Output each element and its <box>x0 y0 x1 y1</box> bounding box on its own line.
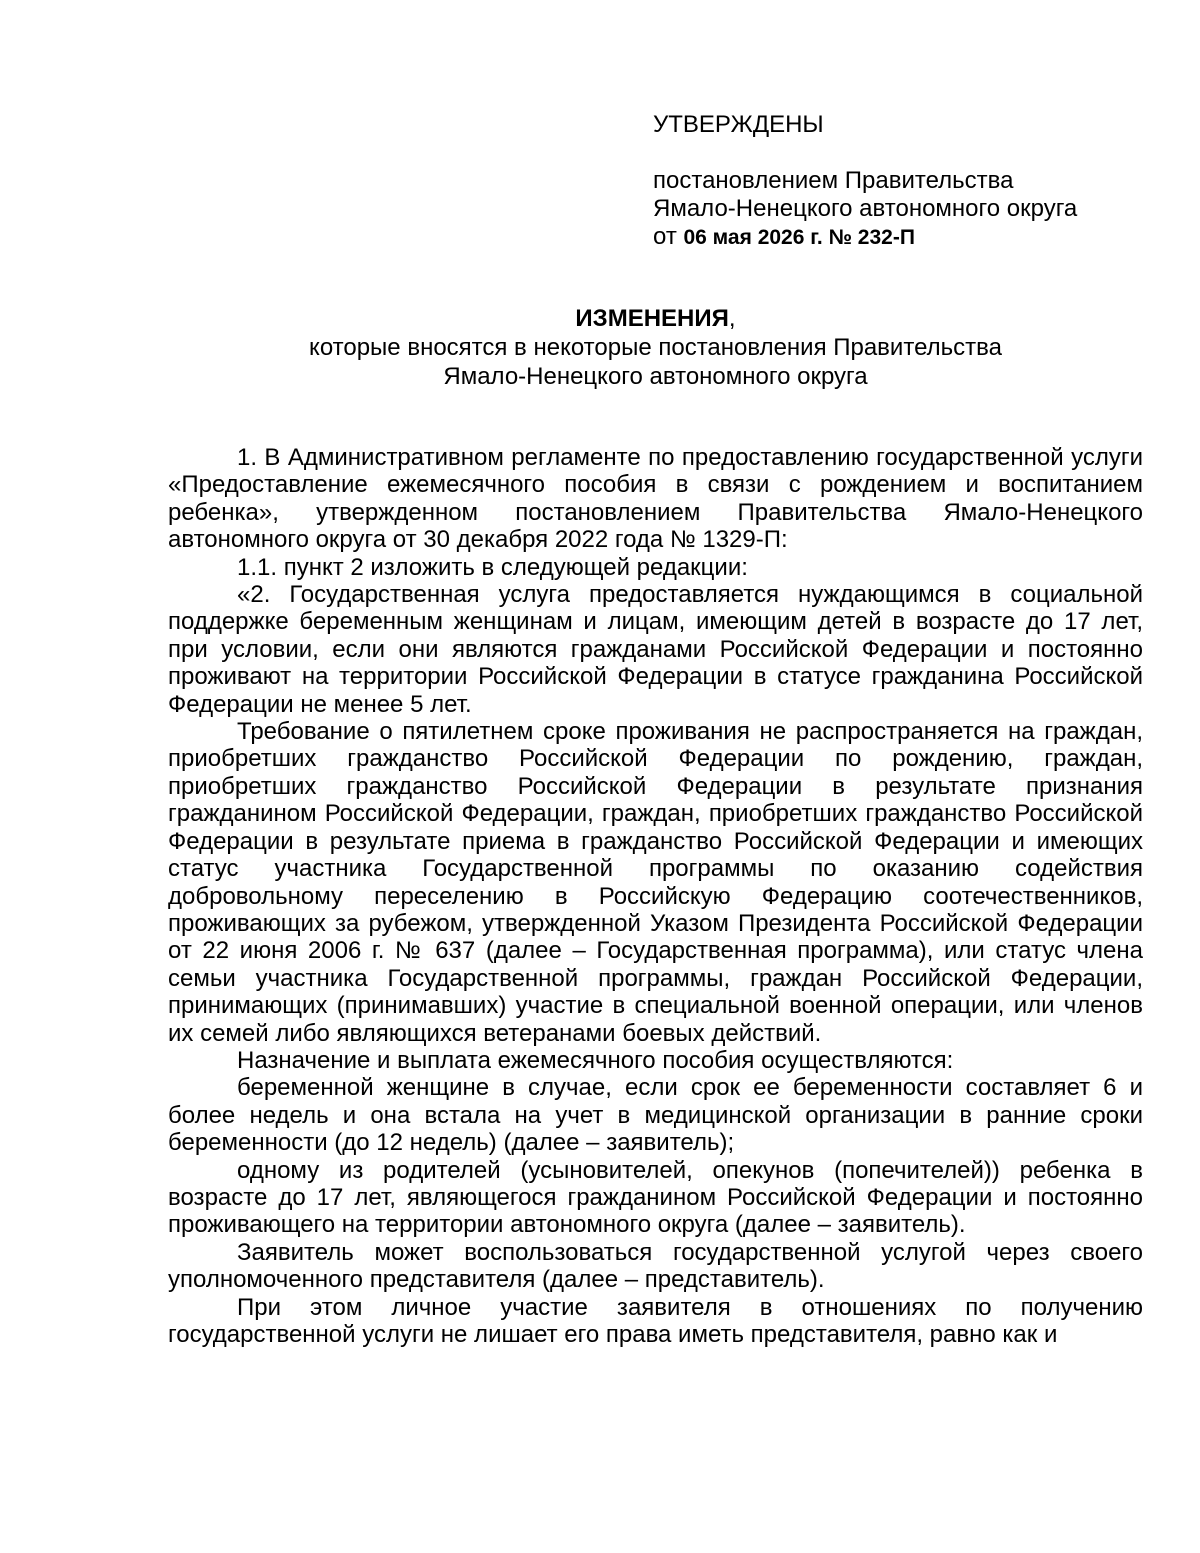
document-body <box>168 444 1143 1348</box>
approval-line-1: постановлением Правительства <box>653 167 1014 194</box>
approval-title: УТВЕРЖДЕНЫ <box>653 111 824 138</box>
approval-line-2: Ямало-Ненецкого автономного округа <box>653 195 1078 222</box>
heading-subtitle-line-2: Ямало-Ненецкого автономного округа <box>443 363 868 390</box>
heading-title-suffix: , <box>728 305 736 332</box>
paragraph-6: беременной женщине в случае, если срок ее беременности составляет 6 и более недель и она встала на учет в медицинской организации в ранние сроки беременности (до 12 недель) (далее – заявитель); <box>168 1074 1143 1157</box>
approval-date-value: 06 мая 2026 г. № 232-П <box>683 226 915 249</box>
paragraph-9: При этом личное участие заявителя в отношениях по получению государственной услуги не лишает его права иметь представителя, равно как и <box>168 1293 1143 1348</box>
paragraph-8: Заявитель может воспользоваться государственной услугой через своего уполномоченного представителя (далее – представитель). <box>168 1238 1143 1294</box>
approval-date-prefix: от <box>653 223 677 250</box>
heading-title: ИЗМЕНЕНИЯ <box>575 305 729 332</box>
paragraph-2: 1.1. пункт 2 изложить в следующей редакции: <box>237 553 748 581</box>
approval-date-line <box>653 223 1153 251</box>
paragraph-3: «2. Государственная услуга предоставляется нуждающимся в социальной поддержке беременным женщинам и лицам, имеющим детей в возрасте до 17 лет, при условии, если они являются гражданами Российской Федерации и постоянно проживают на территории Российской Федерации в статусе гражданина Российской Федерации не менее 5 лет. <box>168 581 1143 718</box>
heading-title-line <box>168 304 1143 333</box>
paragraph-1: 1. В Административном регламенте по предоставлению государственной услуги «Предоставление ежемесячного пособия в связи с рождением и воспитанием ребенка», утвержденном постановлением Правительства Ямало-Ненецкого автономного округа от 30 декабря 2022 года № 1329-П: <box>168 444 1143 554</box>
heading-subtitle-line-1: которые вносятся в некоторые постановления Правительства <box>309 334 1002 361</box>
paragraph-4: Требование о пятилетнем сроке проживания не распространяется на граждан, приобретших гражданство Российской Федерации по рождению, граждан, приобретших гражданство Российской Федерации в результате признания гражданином Российской Федерации, граждан, приобретших гражданство Российской Федерации в результате приема в гражданство Российской Федерации и имеющих статус участника Государственной программы по оказанию содействия добровольному переселению в Российскую Федерацию соотечественников, проживающих за рубежом, утвержденной Указом Президента Российской Федерации от 22 июня 2006 г. № 637 (далее – Государственная программа), или статус члена семьи участника Государственной программы, граждан Российской Федерации, принимающих (принимавших) участие в специальной военной операции, или членов их семей либо являющихся ветеранами боевых действий. <box>168 718 1143 1047</box>
paragraph-5: Назначение и выплата ежемесячного пособия осуществляются: <box>237 1046 954 1074</box>
document-heading <box>168 304 1143 391</box>
approval-block <box>653 110 1153 251</box>
paragraph-7: одному из родителей (усыновителей, опекунов (попечителей)) ребенка в возрасте до 17 лет, являющегося гражданином Российской Федерации и постоянно проживающего на территории автономного округа (далее – заявитель). <box>168 1156 1143 1239</box>
